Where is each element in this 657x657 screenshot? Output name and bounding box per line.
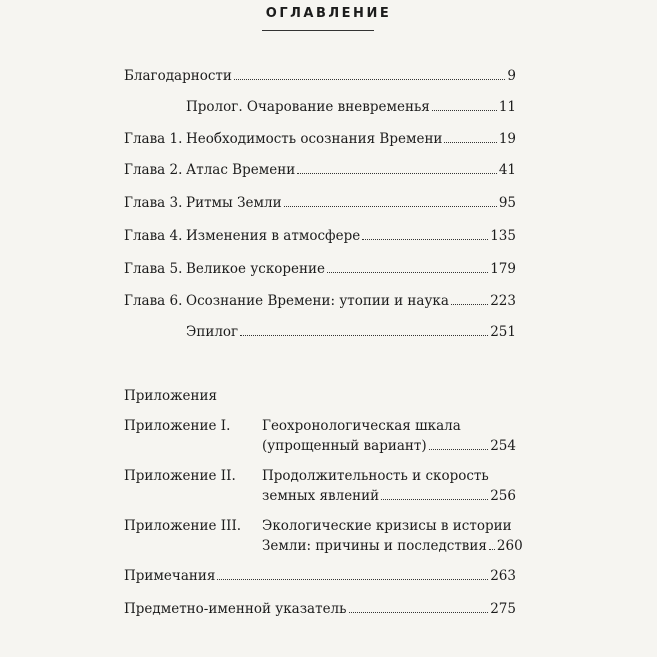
page-title: ОГЛАВЛЕНИЕ xyxy=(265,6,392,21)
appendix-label: Приложение III. xyxy=(124,518,242,534)
toc-entry-title: Примечания xyxy=(124,568,216,584)
dot-leader xyxy=(234,79,506,80)
dot-leader xyxy=(444,142,496,143)
chapter-label: Глава 4. xyxy=(124,228,183,244)
toc-entry-title: Осознание Времени: утопии и наука xyxy=(186,293,449,309)
appendix-page: 256 xyxy=(490,488,516,504)
appendix-title-line: (упрощенный вариант) xyxy=(262,438,427,454)
toc-entry-title: Великое ускорение xyxy=(186,261,326,277)
dot-leader xyxy=(349,612,489,613)
toc-entry-notes[interactable] xyxy=(124,568,516,588)
appendix-title-line[interactable]: Продолжительность и скорость xyxy=(262,468,489,484)
toc-entry-title: Пролог. Очарование вневременья xyxy=(186,99,430,115)
appendix-label: Приложение I. xyxy=(124,418,231,434)
toc-entry-page: 41 xyxy=(498,162,516,178)
dot-leader xyxy=(240,335,488,336)
appendix-title-line[interactable]: Геохронологическая шкала xyxy=(262,418,461,434)
appendix-label: Приложение II. xyxy=(124,468,236,484)
dot-leader xyxy=(432,110,497,111)
dot-leader xyxy=(381,499,488,500)
toc-entry-title: Эпилог xyxy=(186,324,239,340)
chapter-label: Глава 3. xyxy=(124,195,183,211)
dot-leader xyxy=(429,449,489,450)
toc-entry-chapter-4[interactable] xyxy=(186,228,516,248)
toc-entry-page: 179 xyxy=(490,261,516,277)
dot-leader xyxy=(489,549,495,550)
toc-entry-page: 95 xyxy=(498,195,516,211)
dot-leader xyxy=(297,173,497,174)
toc-entry-title: Необходимость осознания Времени xyxy=(186,131,443,147)
toc-entry-prologue[interactable] xyxy=(186,99,516,119)
toc-entry-acknowledgements[interactable] xyxy=(124,68,516,88)
toc-entry-title: Атлас Времени xyxy=(186,162,296,178)
chapter-label: Глава 6. xyxy=(124,293,183,309)
dot-leader xyxy=(284,206,497,207)
appendix-page: 254 xyxy=(490,438,516,454)
toc-entry-chapter-6[interactable] xyxy=(186,293,516,313)
appendix-title-line: Земли: причины и последствия xyxy=(262,538,487,554)
toc-entry-chapter-2[interactable] xyxy=(186,162,516,182)
toc-entry-page: 9 xyxy=(507,68,516,84)
chapter-label: Глава 5. xyxy=(124,261,183,277)
dot-leader xyxy=(451,304,488,305)
toc-entry-page: 263 xyxy=(490,568,516,584)
appendix-page: 260 xyxy=(496,538,523,554)
dot-leader xyxy=(362,239,488,240)
toc-entry-title: Ритмы Земли xyxy=(186,195,282,211)
toc-entry-chapter-1[interactable] xyxy=(186,131,516,151)
toc-entry-page: 275 xyxy=(490,601,516,617)
toc-entry-chapter-3[interactable] xyxy=(186,195,516,215)
toc-entry-title: Благодарности xyxy=(124,68,232,84)
appendix-title-line: земных явлений xyxy=(262,488,380,504)
toc-entry-title: Предметно-именной указатель xyxy=(124,601,347,617)
toc-entry-page: 19 xyxy=(498,131,516,147)
appendix-entry-3[interactable] xyxy=(262,538,523,558)
toc-entry-page: 135 xyxy=(490,228,516,244)
appendix-heading: Приложения xyxy=(124,388,218,404)
appendix-entry-1[interactable] xyxy=(262,438,516,458)
dot-leader xyxy=(327,272,488,273)
title-underline xyxy=(262,30,374,31)
toc-entry-page: 223 xyxy=(490,293,516,309)
appendix-entry-2[interactable] xyxy=(262,488,516,508)
dot-leader xyxy=(217,579,488,580)
toc-entry-title: Изменения в атмосфере xyxy=(186,228,361,244)
toc-entry-index[interactable] xyxy=(124,601,516,621)
toc-entry-page: 251 xyxy=(490,324,516,340)
chapter-label: Глава 1. xyxy=(124,131,183,147)
chapter-label: Глава 2. xyxy=(124,162,183,178)
toc-entry-epilogue[interactable] xyxy=(186,324,516,344)
toc-entry-page: 11 xyxy=(498,99,516,115)
appendix-title-line[interactable]: Экологические кризисы в истории xyxy=(262,518,512,534)
toc-entry-chapter-5[interactable] xyxy=(186,261,516,281)
